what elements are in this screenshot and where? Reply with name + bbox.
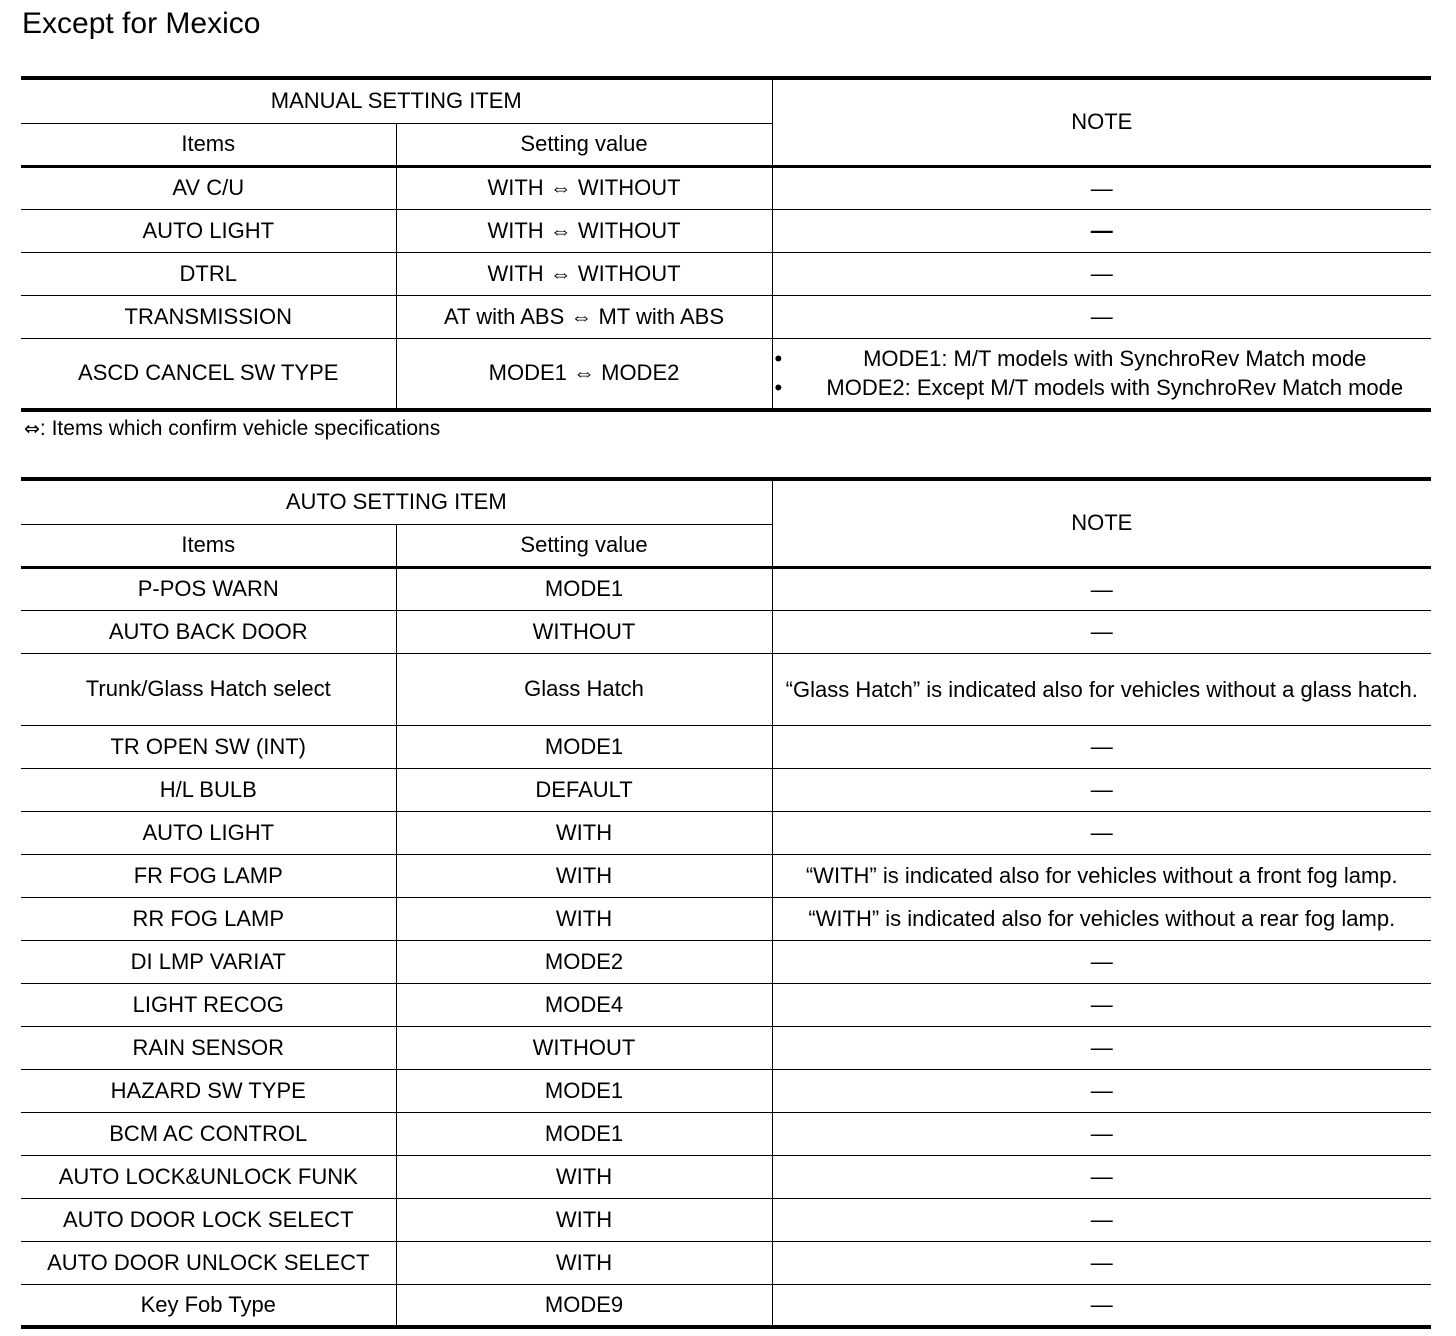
note-cell: “Glass Hatch” is indicated also for vehicles without a glass hatch.: [772, 653, 1431, 725]
table-row: [21, 897, 1431, 940]
value-cell: WITH: [396, 854, 772, 897]
value-cell: MODE1: [396, 725, 772, 768]
note-cell: —: [772, 209, 1431, 252]
item-cell: AUTO DOOR LOCK SELECT: [21, 1198, 396, 1241]
note-cell: —: [772, 725, 1431, 768]
note-cell: —: [772, 1026, 1431, 1069]
item-cell: FR FOG LAMP: [21, 854, 396, 897]
table-row: [21, 1284, 1431, 1327]
note-cell: —: [772, 1241, 1431, 1284]
page-title: Except for Mexico: [22, 7, 261, 40]
item-cell: RR FOG LAMP: [21, 897, 396, 940]
table-row: [21, 768, 1431, 811]
auto-items-header: Items: [21, 524, 396, 567]
value-cell: MODE9: [396, 1284, 772, 1327]
legend: [24, 416, 440, 442]
note-cell: —: [772, 1112, 1431, 1155]
item-cell: AUTO LIGHT: [21, 811, 396, 854]
table-row: [21, 610, 1431, 653]
value-cell: MODE4: [396, 983, 772, 1026]
table-row: [21, 653, 1431, 725]
table-row: [21, 940, 1431, 983]
note-bullet-list: [773, 344, 1432, 402]
value-cell: WITH ⇔ WITHOUT: [396, 166, 772, 209]
manual-value-header: Setting value: [396, 123, 772, 166]
item-cell: ASCD CANCEL SW TYPE: [21, 338, 396, 410]
item-cell: TRANSMISSION: [21, 295, 396, 338]
value-cell: WITH: [396, 1241, 772, 1284]
value-cell: DEFAULT: [396, 768, 772, 811]
note-cell: —: [772, 295, 1431, 338]
double-arrow-icon: ⇔: [24, 418, 40, 440]
table-row: [21, 725, 1431, 768]
note-cell: —: [772, 1284, 1431, 1327]
table-row: [21, 811, 1431, 854]
item-cell: H/L BULB: [21, 768, 396, 811]
item-cell: Key Fob Type: [21, 1284, 396, 1327]
item-cell: HAZARD SW TYPE: [21, 1069, 396, 1112]
item-cell: DTRL: [21, 252, 396, 295]
item-cell: AUTO LIGHT: [21, 209, 396, 252]
value-cell: Glass Hatch: [396, 653, 772, 725]
item-cell: AV C/U: [21, 166, 396, 209]
value-cell: WITH: [396, 897, 772, 940]
note-cell: —: [772, 940, 1431, 983]
auto-note-header: NOTE: [772, 479, 1431, 567]
table-row: [21, 1026, 1431, 1069]
table-row: [21, 338, 1431, 410]
manual-note-header: NOTE: [772, 78, 1431, 166]
note-cell: —: [772, 1069, 1431, 1112]
item-cell: AUTO BACK DOOR: [21, 610, 396, 653]
note-cell: —: [772, 1155, 1431, 1198]
legend-text: : Items which confirm vehicle specifications: [39, 417, 441, 440]
value-cell: WITHOUT: [396, 610, 772, 653]
auto-group-header: AUTO SETTING ITEM: [21, 479, 772, 524]
note-cell: “WITH” is indicated also for vehicles without a rear fog lamp.: [772, 897, 1431, 940]
value-cell: WITH: [396, 1198, 772, 1241]
item-cell: DI LMP VARIAT: [21, 940, 396, 983]
note-cell: —: [772, 567, 1431, 610]
note-cell: —: [772, 252, 1431, 295]
auto-value-header: Setting value: [396, 524, 772, 567]
value-cell: WITH ⇔ WITHOUT: [396, 252, 772, 295]
item-cell: Trunk/Glass Hatch select: [21, 653, 396, 725]
manual-items-header: Items: [21, 123, 396, 166]
item-cell: BCM AC CONTROL: [21, 1112, 396, 1155]
value-cell: WITH: [396, 811, 772, 854]
table-row: [21, 1155, 1431, 1198]
value-cell: MODE1: [396, 567, 772, 610]
value-cell: MODE2: [396, 940, 772, 983]
table-row: [21, 1069, 1431, 1112]
note-cell: “WITH” is indicated also for vehicles without a front fog lamp.: [772, 854, 1431, 897]
item-cell: RAIN SENSOR: [21, 1026, 396, 1069]
note-cell: —: [772, 811, 1431, 854]
table-row: [21, 1198, 1431, 1241]
table-row: [21, 166, 1431, 209]
manual-setting-table: [21, 76, 1431, 412]
note-cell: —: [772, 1198, 1431, 1241]
manual-group-header: MANUAL SETTING ITEM: [21, 78, 772, 123]
value-cell: AT with ABS ⇔ MT with ABS: [396, 295, 772, 338]
value-cell: MODE1 ⇔ MODE2: [396, 338, 772, 410]
table-row: [21, 209, 1431, 252]
value-cell: WITH: [396, 1155, 772, 1198]
value-cell: MODE1: [396, 1069, 772, 1112]
table-row: [21, 295, 1431, 338]
value-cell: MODE1: [396, 1112, 772, 1155]
item-cell: TR OPEN SW (INT): [21, 725, 396, 768]
table-row: [21, 252, 1431, 295]
table-row: [21, 983, 1431, 1026]
note-cell: —: [772, 166, 1431, 209]
note-cell: —: [772, 983, 1431, 1026]
item-cell: P-POS WARN: [21, 567, 396, 610]
item-cell: LIGHT RECOG: [21, 983, 396, 1026]
table-row: [21, 567, 1431, 610]
value-cell: WITH ⇔ WITHOUT: [396, 209, 772, 252]
table-row: [21, 1241, 1431, 1284]
note-cell: [772, 338, 1431, 410]
value-cell: WITHOUT: [396, 1026, 772, 1069]
note-cell: —: [772, 768, 1431, 811]
item-cell: AUTO DOOR UNLOCK SELECT: [21, 1241, 396, 1284]
item-cell: AUTO LOCK&UNLOCK FUNK: [21, 1155, 396, 1198]
note-cell: —: [772, 610, 1431, 653]
table-row: [21, 1112, 1431, 1155]
note-bullet: • MODE1: M/T models with SynchroRev Match mode: [773, 344, 1432, 373]
auto-setting-table: [21, 477, 1431, 1329]
table-row: [21, 854, 1431, 897]
note-bullet: • MODE2: Except M/T models with SynchroRev Match mode: [773, 373, 1432, 402]
